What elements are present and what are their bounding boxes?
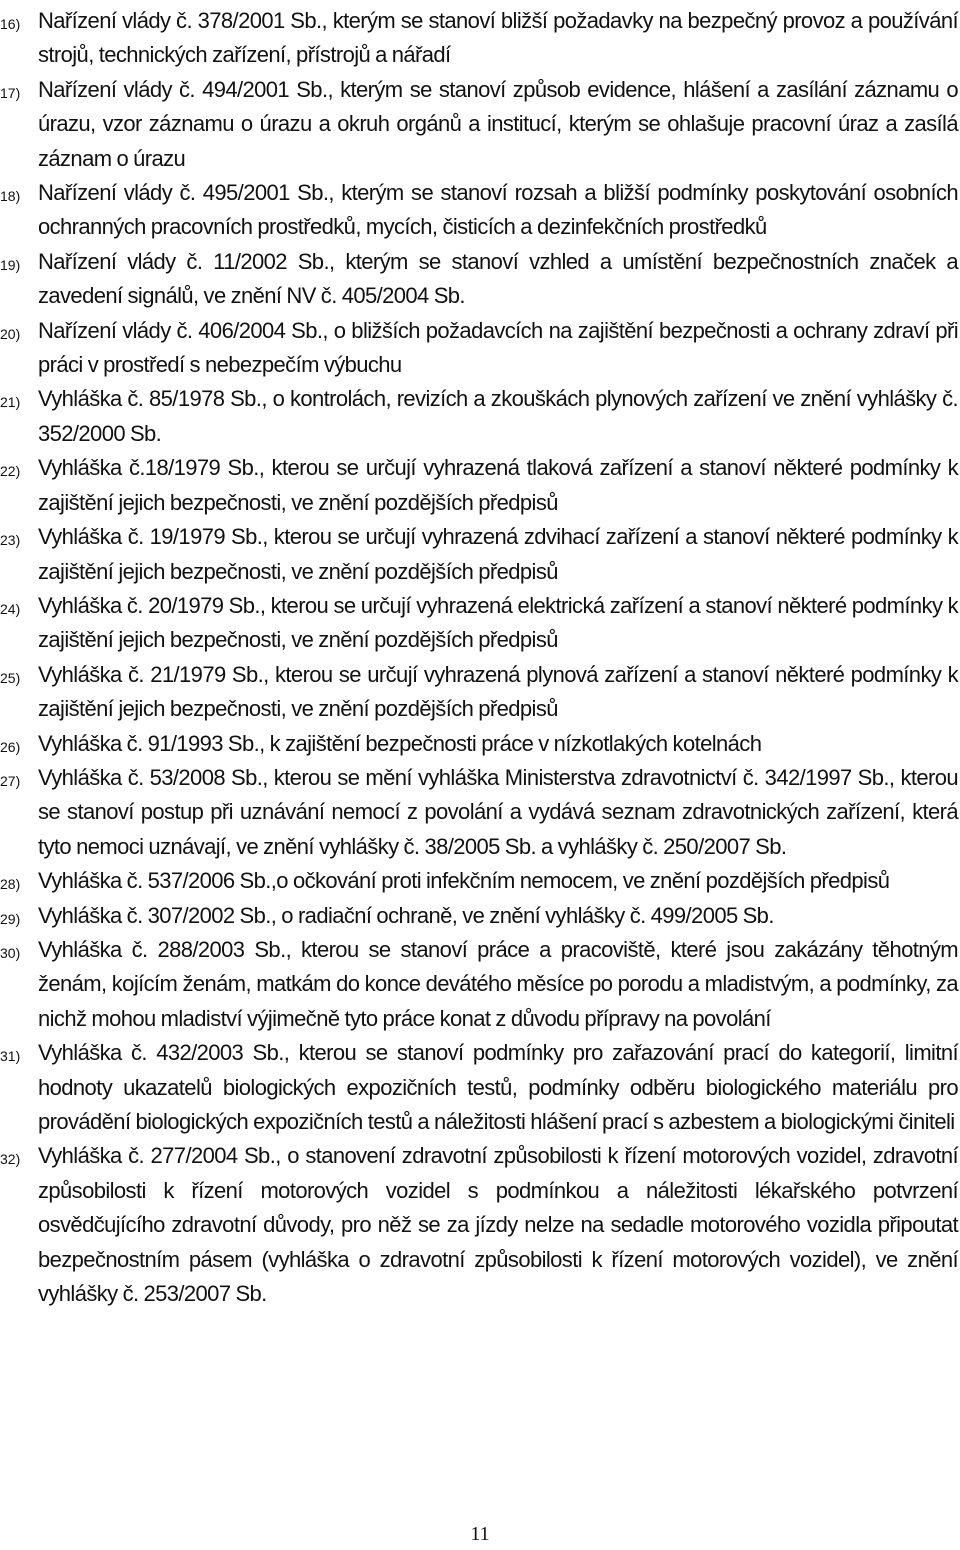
item-number: 22) [0, 463, 21, 480]
item-text: Nařízení vlády č. 494/2001 Sb., kterým se stanoví způsob evidence, hlášení a zasílání záznamu o úrazu, vzor záznamu o úrazu a okruh orgánů a institucí, kterým se ohlašuje pracovní úraz a zasílá záznam o úrazu [38, 76, 958, 171]
item-number: 24) [0, 600, 21, 617]
item-text: Vyhláška č. 85/1978 Sb., o kontrolách, revizích a zkouškách plynových zařízení ve znění vyhlášky č. 352/2000 Sb. [38, 386, 958, 446]
item-number: 27) [0, 772, 21, 789]
item-text: Vyhláška č. 19/1979 Sb., kterou se určují vyhrazená zdvihací zařízení a stanoví některé podmínky k zajištění jejich bezpečnosti, ve znění pozdějších předpisů [38, 524, 958, 584]
item-text: Nařízení vlády č. 378/2001 Sb., kterým se stanoví bližší požadavky na bezpečný provoz a používání strojů, technických zařízení, přístrojů a nářadí [38, 8, 958, 68]
item-text: Vyhláška č. 277/2004 Sb., o stanovení zdravotní způsobilosti k řízení motorových vozidel, zdravotní způsobilosti k řízení motorových vozidel s podmínkou a náležitosti lékařského potvrzení osvědčujícího zdravotní důvody, pro něž se za jízdy nelze na sedadle motorového vozidla připoutat bezpečnostním pásem (vyhláška o zdravotní způsobilosti k řízení motorových vozidel), ve znění vyhlášky č. 253/2007 Sb. [38, 1143, 958, 1307]
list-item [0, 589, 958, 658]
item-number: 32) [0, 1151, 21, 1168]
list-item [0, 1036, 958, 1139]
item-text: Vyhláška č. 53/2008 Sb., kterou se mění vyhláška Ministerstva zdravotnictví č. 342/1997 Sb., kterou se stanoví postup při uznávání nemocí z povolání a vydává seznam zdravotnických zařízení, která tyto nemoci uznávají, ve znění vyhlášky č. 38/2005 Sb. a vyhlášky č. 250/2007 Sb. [38, 764, 958, 859]
item-text: Vyhláška č.18/1979 Sb., kterou se určují vyhrazená tlaková zařízení a stanoví některé podmínky k zajištění jejich bezpečnosti, ve znění pozdějších předpisů [38, 455, 958, 515]
item-text: Vyhláška č. 91/1993 Sb., k zajištění bezpečnosti práce v nízkotlakých kotelnách [38, 730, 762, 756]
list-item [0, 761, 958, 864]
item-text: Vyhláška č. 432/2003 Sb., kterou se stanoví podmínky pro zařazování prací do kategorií, limitní hodnoty ukazatelů biologických expozičních testů, podmínky odběru biologického materiálu pro provádění biologických expozičních testů a náležitosti hlášení prací s azbestem a biologickými činiteli [38, 1040, 958, 1134]
list-item [0, 451, 958, 520]
list-item [0, 899, 958, 933]
list-item [0, 864, 958, 898]
legislation-list [0, 4, 958, 1311]
item-number: 16) [0, 16, 21, 32]
list-item [0, 382, 958, 451]
item-number: 26) [0, 738, 21, 755]
list-item [0, 314, 958, 383]
item-text: Vyhláška č. 307/2002 Sb., o radiační ochraně, ve znění vyhlášky č. 499/2005 Sb. [38, 902, 774, 928]
list-item [0, 727, 958, 761]
list-item [0, 1139, 958, 1311]
list-item [0, 245, 958, 314]
list-item [0, 4, 958, 73]
item-number: 23) [0, 532, 21, 549]
item-text: Nařízení vlády č. 495/2001 Sb., kterým se stanoví rozsah a bližší podmínky poskytování osobních ochranných pracovních prostředků, mycích, čisticích a dezinfekčních prostředků [38, 180, 958, 240]
item-number: 25) [0, 669, 21, 686]
item-number: 29) [0, 910, 21, 927]
item-number: 18) [0, 188, 21, 205]
item-text: Nařízení vlády č. 11/2002 Sb., kterým se stanoví vzhled a umístění bezpečnostních značek a zavedení signálů, ve znění NV č. 405/2004 Sb. [38, 248, 958, 309]
item-number: 19) [0, 256, 21, 273]
item-number: 30) [0, 944, 21, 961]
item-text: Vyhláška č. 537/2006 Sb.,o očkování proti infekčním nemocem, ve znění pozdějších předpisů [38, 868, 890, 894]
item-text: Nařízení vlády č. 406/2004 Sb., o bližších požadavcích na zajištění bezpečnosti a ochrany zdraví při práci v prostředí s nebezpečím výbuchu [38, 317, 958, 378]
item-number: 21) [0, 394, 21, 411]
item-number: 31) [0, 1048, 21, 1065]
list-item [0, 658, 958, 727]
list-item [0, 176, 958, 245]
item-text: Vyhláška č. 20/1979 Sb., kterou se určují vyhrazená elektrická zařízení a stanoví některé podmínky k zajištění jejich bezpečnosti, ve znění pozdějších předpisů [38, 592, 958, 653]
item-number: 17) [0, 84, 21, 101]
item-text: Vyhláška č. 21/1979 Sb., kterou se určují vyhrazená plynová zařízení a stanoví některé podmínky k zajištění jejich bezpečnosti, ve znění pozdějších předpisů [38, 661, 958, 722]
list-item [0, 933, 958, 1036]
item-number: 20) [0, 325, 21, 342]
page-number: 11 [470, 1523, 490, 1545]
item-text: Vyhláška č. 288/2003 Sb., kterou se stanoví práce a pracoviště, které jsou zakázány těhotným ženám, kojícím ženám, matkám do konce devátého měsíce po porodu a mladistvým, a podmínky, za nichž mohou mladiství výjimečně tyto práce konat z důvodu přípravy na povolání [38, 936, 958, 1031]
list-item [0, 73, 958, 176]
item-number: 28) [0, 876, 21, 893]
list-item [0, 520, 958, 589]
